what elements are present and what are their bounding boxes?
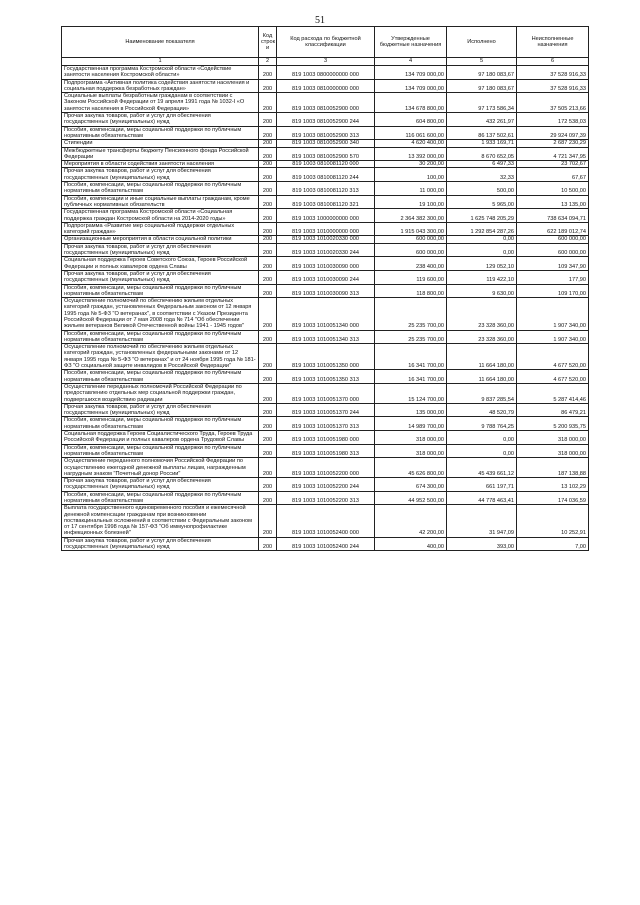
line-code-cell: 200: [259, 140, 277, 147]
line-code-cell: 200: [259, 478, 277, 492]
budget-class-cell: 819 1003 1010000000 000: [277, 222, 375, 236]
unexecuted-amount-cell: 13 102,29: [517, 478, 589, 492]
table-row: [62, 222, 589, 236]
column-number: 6: [517, 58, 589, 66]
unexecuted-amount-cell: 4 677 520,00: [517, 344, 589, 370]
executed-amount-cell: 1 625 748 205,29: [447, 209, 517, 223]
line-code-cell: 200: [259, 222, 277, 236]
line-code-cell: 200: [259, 236, 277, 243]
line-code-cell: 200: [259, 344, 277, 370]
indicator-name-cell: Стипендии: [62, 140, 259, 147]
indicator-name-cell: Социальная поддержка Героев Социалистического Труда, Героев Труда Российской Федерации и полных кавалеров ордена Трудовой Славы: [62, 431, 259, 445]
line-code-cell: 200: [259, 458, 277, 478]
table-row: [62, 344, 589, 370]
line-code-cell: 200: [259, 147, 277, 161]
approved-amount-cell: 238 400,00: [375, 257, 447, 271]
executed-amount-cell: 9 788 764,25: [447, 417, 517, 431]
indicator-name-cell: Пособия, компенсации, меры социальной поддержки по публичным нормативным обязательствам: [62, 182, 259, 196]
executed-amount-cell: 32,33: [447, 168, 517, 182]
budget-class-cell: 819 1003 1010030090 313: [277, 284, 375, 298]
table-row: [62, 140, 589, 147]
executed-amount-cell: 86 137 502,61: [447, 126, 517, 140]
budget-class-cell: 819 1003 0810081120 000: [277, 161, 375, 168]
budget-class-cell: 819 1003 1010051980 000: [277, 431, 375, 445]
executed-amount-cell: 48 520,79: [447, 403, 517, 417]
budget-report-table: [61, 26, 589, 551]
approved-amount-cell: 25 235 700,00: [375, 298, 447, 330]
executed-amount-cell: 31 947,09: [447, 505, 517, 537]
line-code-cell: 200: [259, 444, 277, 458]
approved-amount-cell: 44 952 500,00: [375, 491, 447, 505]
line-code-cell: 200: [259, 431, 277, 445]
indicator-name-cell: Прочая закупка товаров, работ и услуг для обеспечения государственных (муниципальных) нужд: [62, 113, 259, 127]
executed-amount-cell: 97 180 083,67: [447, 79, 517, 93]
line-code-cell: 200: [259, 417, 277, 431]
approved-amount-cell: 30 200,00: [375, 161, 447, 168]
line-code-cell: 200: [259, 126, 277, 140]
unexecuted-amount-cell: 10 500,00: [517, 182, 589, 196]
table-body: [62, 66, 589, 551]
table-row: [62, 284, 589, 298]
indicator-name-cell: Пособия, компенсации, меры социальной поддержки по публичным нормативным обязательствам: [62, 126, 259, 140]
unexecuted-amount-cell: 13 135,00: [517, 195, 589, 209]
table-row: [62, 79, 589, 93]
column-number: 5: [447, 58, 517, 66]
budget-class-cell: 819 1003 1000000000 000: [277, 209, 375, 223]
indicator-name-cell: Социальные выплаты безработным гражданам в соответствии с Законом Российской Федерации от 19 апреля 1991 года № 1032-I «О занятости населения в Российской Федерации»: [62, 93, 259, 113]
approved-amount-cell: 13 392 000,00: [375, 147, 447, 161]
budget-class-cell: 819 1003 1010051340 000: [277, 298, 375, 330]
approved-amount-cell: 100,00: [375, 168, 447, 182]
executed-amount-cell: 11 664 180,00: [447, 344, 517, 370]
table-row: [62, 417, 589, 431]
line-code-cell: 200: [259, 537, 277, 551]
budget-class-cell: 819 1003 1010051340 313: [277, 330, 375, 344]
approved-amount-cell: 14 989 700,00: [375, 417, 447, 431]
table-row: [62, 270, 589, 284]
indicator-name-cell: Осуществление переданного полномочия Российской Федерации по осуществлению ежегодной денежной выплаты лицам, награжденным нагрудным знаком "Почетный донор России": [62, 458, 259, 478]
executed-amount-cell: 9 630,00: [447, 284, 517, 298]
table-row: [62, 505, 589, 537]
unexecuted-amount-cell: 738 634 094,71: [517, 209, 589, 223]
budget-class-cell: 819 1003 1010052400 000: [277, 505, 375, 537]
indicator-name-cell: Пособия, компенсации, меры социальной поддержки по публичным нормативным обязательствам: [62, 330, 259, 344]
indicator-name-cell: Прочая закупка товаров, работ и услуг для обеспечения государственных (муниципальных) нужд: [62, 478, 259, 492]
indicator-name-cell: Организационные мероприятия в области социальной политики: [62, 236, 259, 243]
approved-amount-cell: 674 300,00: [375, 478, 447, 492]
executed-amount-cell: 23 328 360,00: [447, 298, 517, 330]
approved-amount-cell: 19 100,00: [375, 195, 447, 209]
approved-amount-cell: 119 600,00: [375, 270, 447, 284]
approved-amount-cell: 15 124 700,00: [375, 383, 447, 403]
budget-class-cell: 819 1003 1010051370 313: [277, 417, 375, 431]
indicator-name-cell: Пособия, компенсации, меры социальной поддержки по публичным нормативным обязательствам: [62, 284, 259, 298]
unexecuted-amount-cell: 29 924 097,39: [517, 126, 589, 140]
header-executed: Исполнено: [447, 27, 517, 58]
indicator-name-cell: Осуществление переданных полномочий Российской Федерации по предоставлению отдельных мер социальной поддержки граждан, подвергшихся воздействию радиации: [62, 383, 259, 403]
indicator-name-cell: Мероприятия в области содействия занятости населения: [62, 161, 259, 168]
executed-amount-cell: 6 497,33: [447, 161, 517, 168]
indicator-name-cell: Пособия, компенсации, меры социальной поддержки по публичным нормативным обязательствам: [62, 491, 259, 505]
executed-amount-cell: 44 778 463,41: [447, 491, 517, 505]
budget-class-cell: 819 1003 1010052200 000: [277, 458, 375, 478]
indicator-name-cell: Осуществление полномочий по обеспечению жильем отдельных категорий граждан, установленных федеральными законами от 12 января 1995 года № 5-ФЗ "О ветеранах" и от 24 ноября 1995 года № 181-ФЗ "О социальной защите инвалидов в Российской Федерации": [62, 344, 259, 370]
indicator-name-cell: Прочая закупка товаров, работ и услуг для обеспечения государственных (муниципальных) нужд: [62, 243, 259, 257]
executed-amount-cell: 8 670 652,05: [447, 147, 517, 161]
unexecuted-amount-cell: 1 907 340,00: [517, 330, 589, 344]
line-code-cell: 200: [259, 113, 277, 127]
line-code-cell: 200: [259, 403, 277, 417]
executed-amount-cell: 1 292 854 287,26: [447, 222, 517, 236]
budget-class-cell: 819 1003 0810081120 244: [277, 168, 375, 182]
header-unexecuted: Неисполненные назначения: [517, 27, 589, 58]
indicator-name-cell: Государственная программа Костромской области «Социальная поддержка граждан Костромской области на 2014-2020 годы»: [62, 209, 259, 223]
unexecuted-amount-cell: 86 479,21: [517, 403, 589, 417]
unexecuted-amount-cell: 622 189 012,74: [517, 222, 589, 236]
column-number: 4: [375, 58, 447, 66]
executed-amount-cell: 661 197,71: [447, 478, 517, 492]
approved-amount-cell: 600 000,00: [375, 243, 447, 257]
indicator-name-cell: Прочая закупка товаров, работ и услуг для обеспечения государственных (муниципальных) нужд: [62, 537, 259, 551]
indicator-name-cell: Подпрограмма «Развитие мер социальной поддержки отдельных категорий граждан»: [62, 222, 259, 236]
table-row: [62, 195, 589, 209]
approved-amount-cell: 45 626 800,00: [375, 458, 447, 478]
table-row: [62, 298, 589, 330]
budget-class-cell: 819 1003 0810052900 244: [277, 113, 375, 127]
table-row: [62, 209, 589, 223]
approved-amount-cell: 1 915 043 300,00: [375, 222, 447, 236]
indicator-name-cell: Государственная программа Костромской области «Содействие занятости населения Костромской области»: [62, 66, 259, 80]
executed-amount-cell: 97 180 083,67: [447, 66, 517, 80]
line-code-cell: 200: [259, 257, 277, 271]
budget-class-cell: 819 1003 0810000000 000: [277, 79, 375, 93]
approved-amount-cell: 134 709 000,00: [375, 66, 447, 80]
budget-class-cell: 819 1003 1010051370 244: [277, 403, 375, 417]
budget-class-cell: 819 1003 1010052200 313: [277, 491, 375, 505]
executed-amount-cell: 432 261,97: [447, 113, 517, 127]
line-code-cell: 200: [259, 270, 277, 284]
column-number-row: [62, 58, 589, 66]
executed-amount-cell: 11 664 180,00: [447, 370, 517, 384]
table-row: [62, 537, 589, 551]
approved-amount-cell: 400,00: [375, 537, 447, 551]
approved-amount-cell: 118 800,00: [375, 284, 447, 298]
approved-amount-cell: 600 000,00: [375, 236, 447, 243]
header-row: [62, 27, 589, 58]
line-code-cell: 200: [259, 182, 277, 196]
table-row: [62, 444, 589, 458]
budget-class-cell: 819 1003 0810052900 340: [277, 140, 375, 147]
line-code-cell: 200: [259, 491, 277, 505]
budget-class-cell: 819 1003 1010052400 244: [277, 537, 375, 551]
approved-amount-cell: 2 364 382 300,00: [375, 209, 447, 223]
budget-class-cell: 819 1003 0800000000 000: [277, 66, 375, 80]
unexecuted-amount-cell: 37 505 213,66: [517, 93, 589, 113]
table-row: [62, 403, 589, 417]
table-row: [62, 66, 589, 80]
unexecuted-amount-cell: 5 200 935,75: [517, 417, 589, 431]
executed-amount-cell: 0,00: [447, 243, 517, 257]
budget-class-cell: 819 1003 1010020330 244: [277, 243, 375, 257]
indicator-name-cell: Пособия, компенсации, меры социальной поддержки по публичным нормативным обязательствам: [62, 370, 259, 384]
budget-class-cell: 819 1003 1010052200 244: [277, 478, 375, 492]
unexecuted-amount-cell: 109 170,00: [517, 284, 589, 298]
executed-amount-cell: 0,00: [447, 236, 517, 243]
table-row: [62, 182, 589, 196]
table-row: [62, 330, 589, 344]
budget-class-cell: 819 1003 1010030090 000: [277, 257, 375, 271]
indicator-name-cell: Прочая закупка товаров, работ и услуг для обеспечения государственных (муниципальных) нужд: [62, 270, 259, 284]
executed-amount-cell: 0,00: [447, 431, 517, 445]
unexecuted-amount-cell: 67,67: [517, 168, 589, 182]
header-budget-classification: Код расхода по бюджетной классификации: [277, 27, 375, 58]
unexecuted-amount-cell: 187 138,88: [517, 458, 589, 478]
indicator-name-cell: Пособия, компенсации, меры социальной поддержки по публичным нормативным обязательствам: [62, 444, 259, 458]
table-row: [62, 370, 589, 384]
approved-amount-cell: 318 000,00: [375, 444, 447, 458]
line-code-cell: 200: [259, 505, 277, 537]
indicator-name-cell: Прочая закупка товаров, работ и услуг для обеспечения государственных (муниципальных) нужд: [62, 168, 259, 182]
budget-class-cell: 819 1003 1010051370 000: [277, 383, 375, 403]
approved-amount-cell: 25 235 700,00: [375, 330, 447, 344]
indicator-name-cell: Социальная поддержка Героев Советского Союза, Героев Российской Федерации и полных кавалеров ордена Славы: [62, 257, 259, 271]
page-number: 51: [315, 15, 325, 26]
executed-amount-cell: 5 965,00: [447, 195, 517, 209]
executed-amount-cell: 119 422,10: [447, 270, 517, 284]
line-code-cell: 200: [259, 284, 277, 298]
unexecuted-amount-cell: 37 528 916,33: [517, 79, 589, 93]
column-number: 3: [277, 58, 375, 66]
table-row: [62, 161, 589, 168]
budget-class-cell: 819 1003 1010030090 244: [277, 270, 375, 284]
approved-amount-cell: 604 800,00: [375, 113, 447, 127]
unexecuted-amount-cell: 1 907 340,00: [517, 298, 589, 330]
budget-class-cell: 819 1003 1010020330 000: [277, 236, 375, 243]
table-row: [62, 168, 589, 182]
column-number: 1: [62, 58, 259, 66]
approved-amount-cell: 11 000,00: [375, 182, 447, 196]
unexecuted-amount-cell: 5 287 414,46: [517, 383, 589, 403]
unexecuted-amount-cell: 23 702,67: [517, 161, 589, 168]
indicator-name-cell: Выплата государственного единовременного пособия и ежемесячной денежной компенсации гражданам при возникновении поствакцинальных осложнений в соответствии с Федеральным законом от 17 сентября 1998 года № 157-ФЗ "Об иммунопрофилактике инфекционных болезней": [62, 505, 259, 537]
line-code-cell: 200: [259, 93, 277, 113]
unexecuted-amount-cell: 172 538,03: [517, 113, 589, 127]
unexecuted-amount-cell: 600 000,00: [517, 236, 589, 243]
approved-amount-cell: 318 000,00: [375, 431, 447, 445]
budget-class-cell: 819 1003 1010051350 000: [277, 344, 375, 370]
line-code-cell: 200: [259, 298, 277, 330]
line-code-cell: 200: [259, 209, 277, 223]
table-row: [62, 126, 589, 140]
table-row: [62, 491, 589, 505]
indicator-name-cell: Прочая закупка товаров, работ и услуг для обеспечения государственных (муниципальных) нужд: [62, 403, 259, 417]
table-row: [62, 383, 589, 403]
executed-amount-cell: 97 173 586,34: [447, 93, 517, 113]
line-code-cell: 200: [259, 243, 277, 257]
line-code-cell: 200: [259, 79, 277, 93]
unexecuted-amount-cell: 2 687 230,29: [517, 140, 589, 147]
indicator-name-cell: Межбюджетные трансферты бюджету Пенсионного фонда Российской Федерации: [62, 147, 259, 161]
unexecuted-amount-cell: 7,00: [517, 537, 589, 551]
table-row: [62, 236, 589, 243]
table-row: [62, 257, 589, 271]
indicator-name-cell: Пособия, компенсации и иные социальные выплаты гражданам, кроме публичных нормативных обязательств: [62, 195, 259, 209]
unexecuted-amount-cell: 600 000,00: [517, 243, 589, 257]
line-code-cell: 200: [259, 66, 277, 80]
approved-amount-cell: 135 000,00: [375, 403, 447, 417]
executed-amount-cell: 129 052,10: [447, 257, 517, 271]
executed-amount-cell: 1 933 169,71: [447, 140, 517, 147]
budget-class-cell: 819 1003 0810081120 313: [277, 182, 375, 196]
column-number: 2: [259, 58, 277, 66]
budget-class-cell: 819 1003 0810081120 321: [277, 195, 375, 209]
unexecuted-amount-cell: 109 347,90: [517, 257, 589, 271]
line-code-cell: 200: [259, 330, 277, 344]
table-row: [62, 478, 589, 492]
executed-amount-cell: 45 439 661,12: [447, 458, 517, 478]
approved-amount-cell: 4 620 400,00: [375, 140, 447, 147]
executed-amount-cell: 9 837 285,54: [447, 383, 517, 403]
unexecuted-amount-cell: 318 000,00: [517, 431, 589, 445]
indicator-name-cell: Пособия, компенсации, меры социальной поддержки по публичным нормативным обязательствам: [62, 417, 259, 431]
approved-amount-cell: 16 341 700,00: [375, 370, 447, 384]
approved-amount-cell: 42 200,00: [375, 505, 447, 537]
line-code-cell: 200: [259, 168, 277, 182]
line-code-cell: 200: [259, 370, 277, 384]
table-row: [62, 243, 589, 257]
header-indicator-name: Наименование показателя: [62, 27, 259, 58]
unexecuted-amount-cell: 177,90: [517, 270, 589, 284]
executed-amount-cell: 393,00: [447, 537, 517, 551]
indicator-name-cell: Осуществление полномочий по обеспечению жильем отдельных категорий граждан, установленных Федеральным законом от 12 января 1995 года № 5-ФЗ "О ветеранах", в соответствии с Указом Президента Российской Федерации от 7 мая 2008 года № 714 "Об обеспечении жильем ветеранов Великой Отечественной войны 1941 - 1945 годов": [62, 298, 259, 330]
approved-amount-cell: 16 341 700,00: [375, 344, 447, 370]
line-code-cell: 200: [259, 383, 277, 403]
executed-amount-cell: 23 328 360,00: [447, 330, 517, 344]
budget-class-cell: 819 1003 1010051980 313: [277, 444, 375, 458]
table-row: [62, 458, 589, 478]
table-row: [62, 93, 589, 113]
approved-amount-cell: 134 709 000,00: [375, 79, 447, 93]
unexecuted-amount-cell: 318 000,00: [517, 444, 589, 458]
line-code-cell: 200: [259, 195, 277, 209]
header-line-code: Код строк и: [259, 27, 277, 58]
approved-amount-cell: 134 678 800,00: [375, 93, 447, 113]
budget-class-cell: 819 1003 0810052900 000: [277, 93, 375, 113]
unexecuted-amount-cell: 4 677 520,00: [517, 370, 589, 384]
budget-class-cell: 819 1003 0810052900 570: [277, 147, 375, 161]
budget-class-cell: 819 1003 0810052900 313: [277, 126, 375, 140]
unexecuted-amount-cell: 37 528 916,33: [517, 66, 589, 80]
approved-amount-cell: 116 061 600,00: [375, 126, 447, 140]
table-row: [62, 113, 589, 127]
unexecuted-amount-cell: 10 252,91: [517, 505, 589, 537]
executed-amount-cell: 500,00: [447, 182, 517, 196]
unexecuted-amount-cell: 174 036,59: [517, 491, 589, 505]
indicator-name-cell: Подпрограмма «Активная политика содействия занятости населения и социальная поддержка безработных граждан»: [62, 79, 259, 93]
unexecuted-amount-cell: 4 721 347,95: [517, 147, 589, 161]
header-approved: Утвержденные бюджетные назначения: [375, 27, 447, 58]
line-code-cell: 200: [259, 161, 277, 168]
budget-class-cell: 819 1003 1010051350 313: [277, 370, 375, 384]
table-row: [62, 147, 589, 161]
table-row: [62, 431, 589, 445]
executed-amount-cell: 0,00: [447, 444, 517, 458]
